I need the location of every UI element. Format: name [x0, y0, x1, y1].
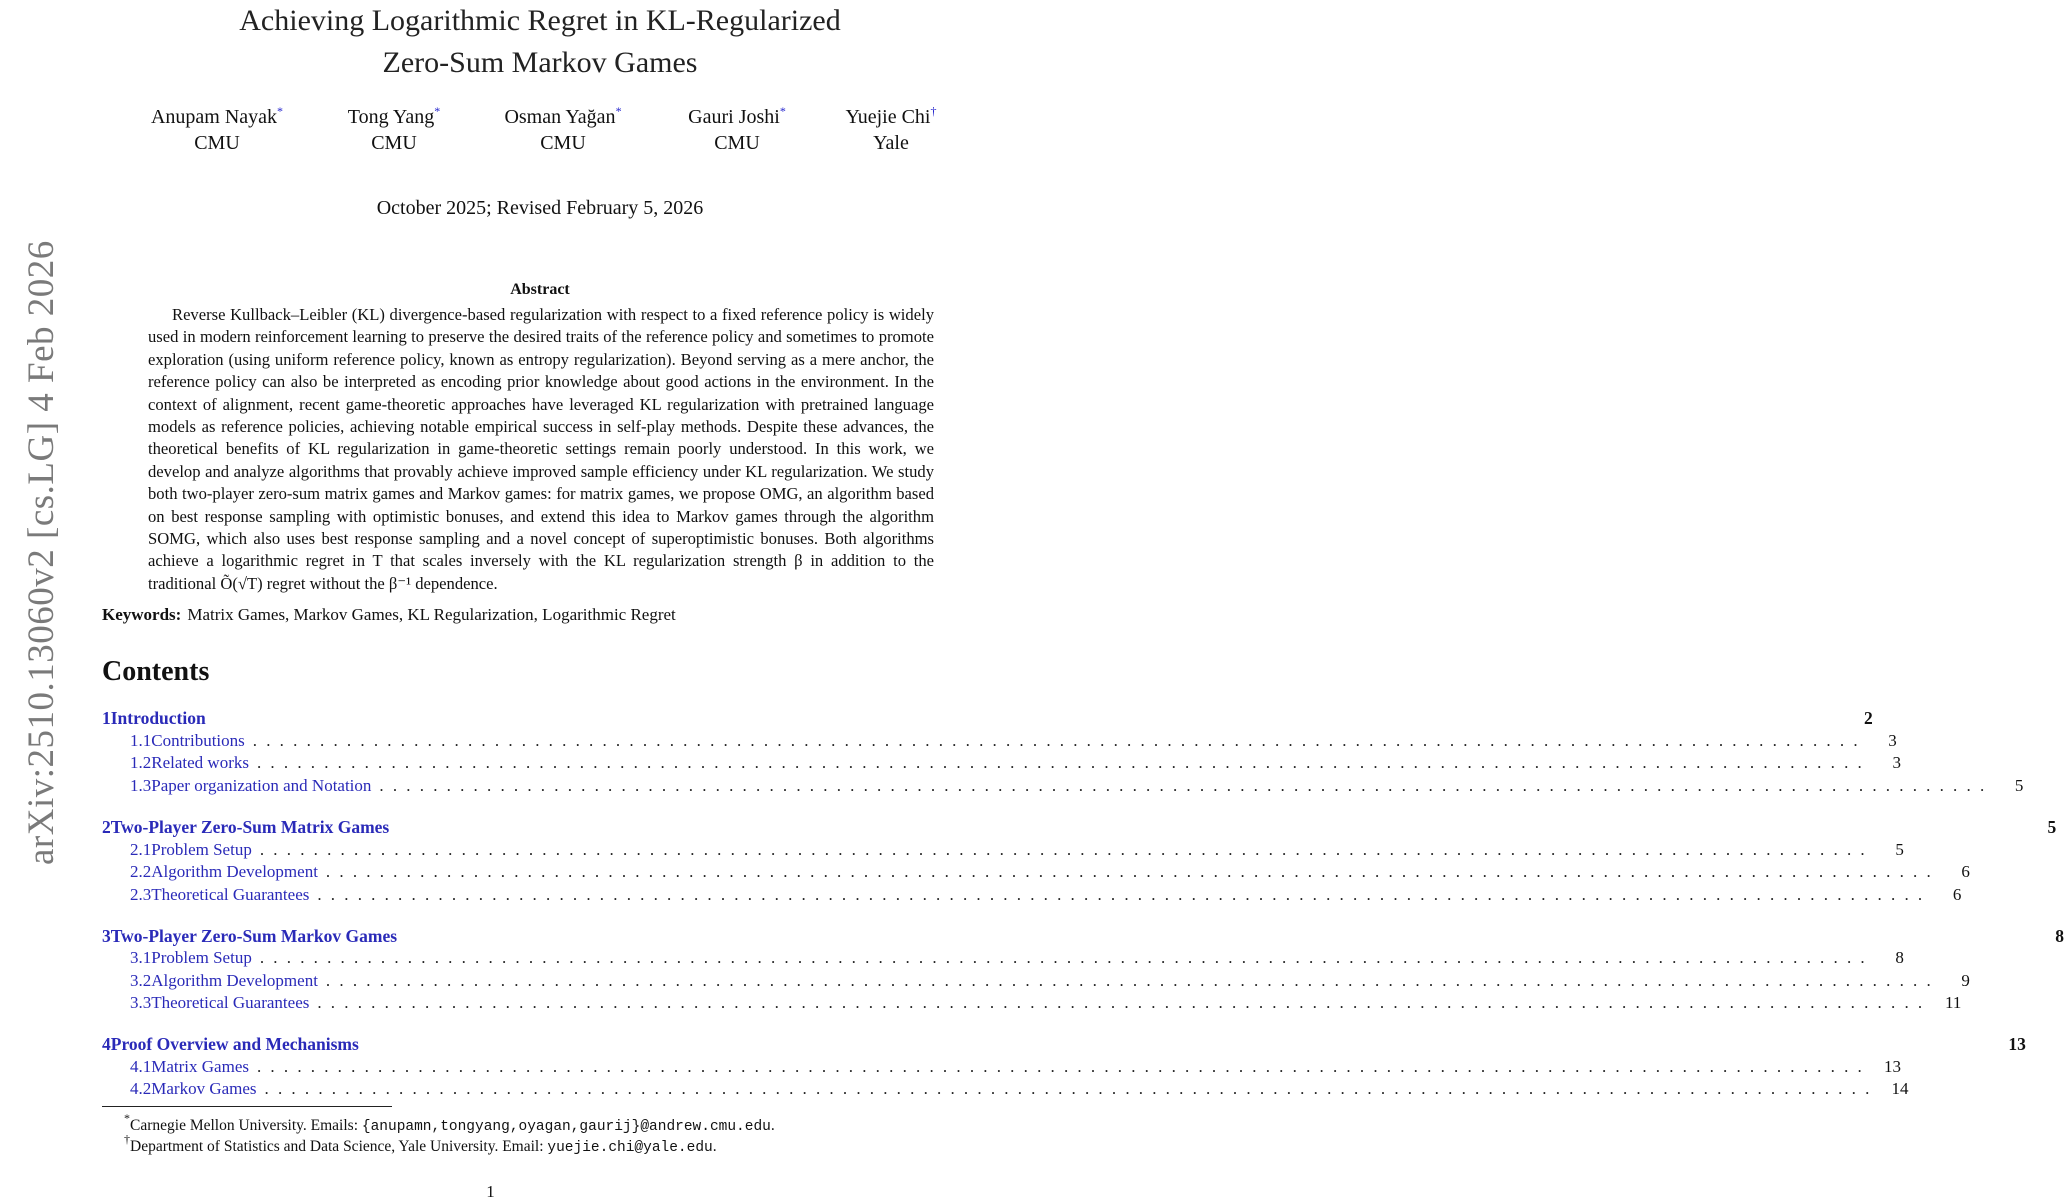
toc-entry-number: 4 [102, 1034, 111, 1054]
toc-entry-number: 2.3 [130, 885, 152, 904]
toc-subsection-entry[interactable] [102, 884, 1962, 906]
toc-leader-dots: ........................................................................................................................ [325, 971, 1940, 990]
paper-date: October 2025; Revised February 5, 2026 [376, 197, 704, 219]
footnote-marker[interactable]: * [434, 104, 441, 118]
author: Osman Yağan* CMU [504, 104, 622, 154]
author-affiliation: CMU [540, 132, 586, 154]
title-line-2: Zero-Sum Markov Games [382, 46, 698, 79]
page-number: 1 [486, 1182, 495, 1201]
toc-subsection-entry[interactable] [102, 1078, 1909, 1100]
toc-entry-number: 4.1 [130, 1057, 152, 1076]
toc-leader-dots: ........................................................................................................................ [252, 731, 1867, 750]
author-affiliation: CMU [371, 132, 417, 154]
toc-subsection-entry[interactable] [102, 730, 1897, 752]
toc-page-number: 5 [2014, 776, 2024, 795]
toc-entry-number: 4.2 [130, 1079, 152, 1098]
author: Anupam Nayak* CMU [150, 104, 284, 154]
toc-entry-link[interactable]: Markov Games [151, 1079, 257, 1098]
toc-entry-link[interactable]: Proof Overview and Mechanisms [110, 1034, 359, 1054]
paper-title [100, 0, 980, 84]
toc-entry-link[interactable]: Algorithm Development [151, 971, 318, 990]
toc-entry-link[interactable]: Two-Player Zero-Sum Markov Games [110, 926, 398, 946]
footnote-marker[interactable]: * [615, 104, 622, 118]
toc-entry-link[interactable]: Contributions [151, 731, 245, 750]
toc-entry-number: 2.1 [130, 840, 152, 859]
author-affiliation: Yale [873, 132, 909, 154]
toc-page-number: 8 [2055, 926, 2064, 946]
toc-leader-dots: ........................................................................................................................ [379, 776, 1994, 795]
toc-entry-number: 3.1 [130, 948, 152, 967]
toc-leader-dots: ........................................................................................................................ [264, 1079, 1879, 1098]
toc-page-number: 5 [2047, 817, 2057, 837]
footnote-marker[interactable]: * [277, 104, 284, 118]
author: Yuejie Chi† Yale [845, 104, 937, 154]
email-address: yuejie.chi@yale.edu [547, 1140, 713, 1156]
toc-page-number: 9 [1961, 971, 1970, 990]
toc-page-number: 3 [1888, 731, 1897, 750]
toc-subsection-entry[interactable] [102, 839, 1904, 861]
toc-page-number: 5 [1895, 840, 1904, 859]
toc-section-entry[interactable] [102, 707, 1873, 729]
footnote-affiliation-cmu: *Carnegie Mellon University. Emails: {anupamn,tongyang,oyagan,gaurij}@andrew.cmu.edu. [124, 1111, 775, 1135]
toc-page-number: 8 [1895, 948, 1904, 967]
footnote-rule [102, 1106, 392, 1107]
toc-section-entry[interactable] [102, 1033, 2026, 1055]
author-affiliation: CMU [194, 132, 240, 154]
toc-entry-link[interactable]: Problem Setup [151, 840, 252, 859]
author: Gauri Joshi* CMU [688, 104, 786, 154]
toc-entry-number: 3 [102, 926, 111, 946]
arxiv-identifier[interactable]: arXiv:2510.13060v2 [cs.LG] 4 Feb 2026 [21, 240, 62, 865]
toc-subsection-entry[interactable] [102, 970, 1970, 992]
toc-page-number: 3 [1892, 753, 1901, 772]
email-address: {anupamn,tongyang,oyagan,gaurij}@andrew.cmu.edu [361, 1119, 771, 1135]
toc-section-entry[interactable] [102, 925, 2064, 947]
toc-subsection-entry[interactable] [102, 775, 2024, 797]
toc-leader-dots: ........................................................................................................................ [317, 885, 1932, 904]
toc-leader-dots: ........................................................................................................................ [259, 840, 1874, 859]
title-line-1: Achieving Logarithmic Regret in KL-Regularized [239, 4, 841, 37]
contents-heading: Contents [102, 656, 210, 687]
toc-entry-number: 1.1 [130, 731, 152, 750]
toc-subsection-entry[interactable] [102, 1056, 1901, 1078]
toc-entry-link[interactable]: Theoretical Guarantees [151, 885, 310, 904]
toc-entry-number: 2.2 [130, 862, 152, 881]
toc-entry-number: 2 [102, 817, 111, 837]
toc-entry-number: 1 [102, 708, 111, 728]
toc-leader-dots: ........................................................................................................................ [259, 948, 1874, 967]
toc-leader-dots: ........................................................................................................................ [317, 993, 1932, 1012]
toc-subsection-entry[interactable] [102, 861, 1970, 883]
author-affiliation: CMU [714, 132, 760, 154]
toc-page-number: 13 [1883, 1057, 1901, 1076]
toc-entry-link[interactable]: Two-Player Zero-Sum Matrix Games [110, 817, 390, 837]
toc-entry-number: 3.2 [130, 971, 152, 990]
toc-page-number: 14 [1891, 1079, 1909, 1098]
footnote-affiliation-yale: †Department of Statistics and Data Science, Yale University. Email: yuejie.chi@yale.edu. [124, 1132, 717, 1156]
toc-leader-dots: ........................................................................................................................ [256, 753, 1871, 772]
footnote-marker[interactable]: * [779, 104, 786, 118]
toc-page-number: 6 [1961, 862, 1970, 881]
author: Tong Yang* CMU [347, 104, 441, 154]
abstract-heading: Abstract [510, 281, 570, 298]
keywords-list: Matrix Games, Markov Games, KL Regularization, Logarithmic Regret [187, 605, 676, 624]
footnote-marker[interactable]: † [930, 104, 937, 118]
toc-page-number: 6 [1952, 885, 1962, 904]
toc-entry-number: 3.3 [130, 993, 152, 1012]
toc-section-entry[interactable] [102, 816, 2057, 838]
toc-page-number: 13 [2008, 1034, 2026, 1054]
toc-entry-link[interactable]: Algorithm Development [151, 862, 318, 881]
abstract-text: Reverse Kullback–Leibler (KL) divergence-based regularization with respect to a fixed reference policy is widely used in modern reinforcement learning to preserve the desired traits of the reference policy and sometimes to promote exploration (using uniform reference policy, known as entropy regularization). Beyond serving as a mere anchor, the reference policy can also be interpreted as encoding prior knowledge about good actions in the environment. In the context of alignment, recent game-theoretic approaches have leveraged KL regularization with pretrained language models as reference policies, achieving notable empirical success in self-play methods. Despite these advances, the theoretical benefits of KL regularization in game-theoretic settings remain poorly understood. In this work, we develop and analyze algorithms that provably achieve improved sample efficiency under KL regularization. We study both two-player zero-sum matrix games and Markov games: for matrix games, we propose OMG, an algorithm based on best response sampling with optimistic bonuses, and extend this idea to Markov games through the algorithm SOMG, which also uses best response sampling and a novel concept of superoptimistic bonuses. Both algorithms achieve a logarithmic regret in T that scales inversely with the KL regularization strength β in addition to the traditional Õ(√T) regret without the β⁻¹ dependence. [148, 305, 934, 593]
toc-subsection-entry[interactable] [102, 752, 1901, 774]
toc-entry-link[interactable]: Theoretical Guarantees [151, 993, 310, 1012]
toc-entry-number: 1.2 [130, 753, 152, 772]
toc-page-number: 2 [1863, 708, 1873, 728]
toc-page-number: 11 [1944, 993, 1962, 1012]
toc-entry-link[interactable]: Matrix Games [151, 1057, 249, 1076]
toc-entry-link[interactable]: Introduction [110, 708, 206, 728]
keywords-label: Keywords: [102, 605, 182, 624]
toc-subsection-entry[interactable] [102, 947, 1904, 969]
toc-entry-link[interactable]: Paper organization and Notation [151, 776, 372, 795]
toc-entry-link[interactable]: Problem Setup [151, 948, 252, 967]
toc-entry-number: 1.3 [130, 776, 152, 795]
toc-leader-dots: ........................................................................................................................ [256, 1057, 1871, 1076]
toc-leader-dots: ........................................................................................................................ [325, 862, 1940, 881]
keywords [102, 605, 972, 625]
toc-entry-link[interactable]: Related works [151, 753, 249, 772]
toc-subsection-entry[interactable] [102, 992, 1962, 1014]
